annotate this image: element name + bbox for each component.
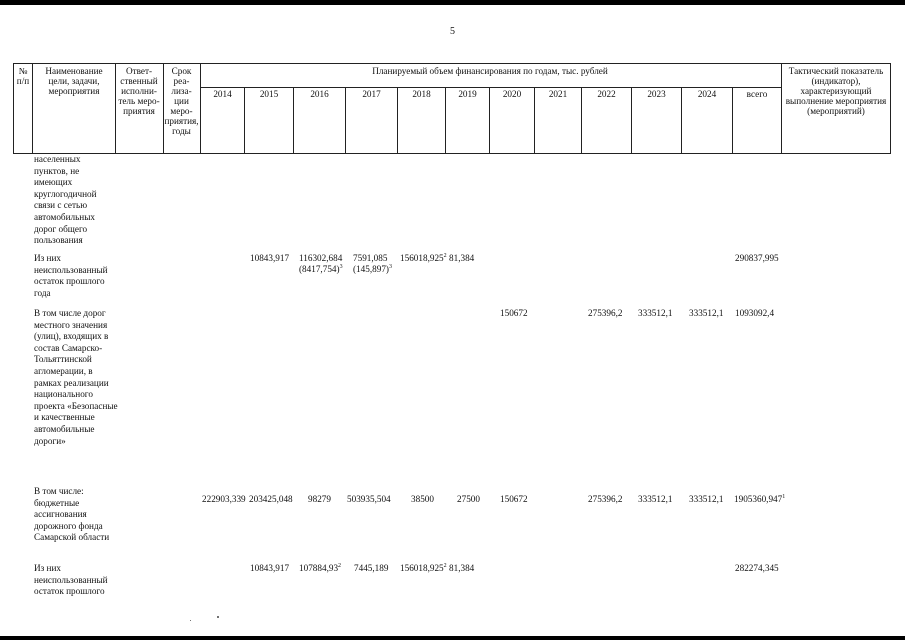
row-name: населенных пунктов, не имеющих круглогодичной связи с сетью автомобильных дорог общего пользования	[34, 154, 97, 246]
value-2020: 150672	[500, 308, 528, 318]
value-2017: 503935,504	[347, 494, 391, 504]
row-name: Из них неиспользованный остаток прошлого	[34, 563, 108, 597]
value-2024: 333512,1	[689, 308, 724, 318]
footnote-mark: 3	[388, 263, 392, 270]
value-2016	[299, 563, 341, 574]
value-2017-sub: (145,897)	[353, 263, 389, 274]
value-2019: 81,384	[449, 563, 475, 573]
value-2019: 27500	[457, 494, 480, 504]
value-2015: 10843,917	[250, 253, 290, 263]
header-responsible: Ответ-ственный исполни-тель меро-приятия	[118, 66, 160, 116]
value-total-main: 1905360,947	[734, 494, 783, 504]
grid-vline	[32, 63, 33, 154]
year-header: всего	[746, 89, 768, 99]
row-name: В том числе дорог местного значения (улиц), входящих в состав Самарско-Тольяттинской агломерации, в рамках реализации национального проекта «Безопасные и качественные автомобильные дороги»	[34, 308, 118, 446]
value-2018-main: 156018,925	[400, 563, 444, 573]
value-2014: 222903,339	[202, 494, 246, 504]
grid-vline	[781, 63, 782, 154]
value-2022: 275396,2	[588, 308, 623, 318]
footnote-mark: 1	[782, 493, 786, 500]
row-name: В том числе: бюджетные ассигнования дорожного фонда Самарской области	[34, 486, 110, 543]
value-2017	[353, 253, 392, 274]
value-2016	[299, 253, 343, 274]
value-2019: 81,384	[449, 253, 475, 263]
value-2015: 203425,048	[249, 494, 293, 504]
value-2017-main: 7591,085	[353, 253, 388, 263]
year-header: 2024	[697, 89, 717, 99]
value-total: 282274,345	[735, 563, 779, 573]
year-header: 2023	[647, 89, 666, 99]
grid-line-years-top	[200, 87, 781, 88]
header-term: Срок реа-лиза-ции меро-приятия, годы	[164, 66, 199, 136]
value-2016-main: 107884,93	[299, 563, 339, 573]
year-header: 2016	[310, 89, 329, 99]
year-header: 2020	[502, 89, 522, 99]
grid-line-top	[13, 63, 891, 64]
header-name: Наименование цели, задачи, мероприятия	[45, 66, 103, 96]
value-total	[734, 494, 785, 505]
value-2018: 38500	[411, 494, 434, 504]
scan-speck	[217, 616, 219, 618]
value-2016-sub: (8417,754)	[299, 263, 340, 274]
year-header: 2018	[412, 89, 431, 99]
value-2018	[400, 563, 447, 574]
year-header: 2015	[259, 89, 279, 99]
year-header: 2022	[597, 89, 616, 99]
year-header: 2017	[362, 89, 381, 99]
year-header: 2019	[458, 89, 477, 99]
header-funding: Планируемый объем финансирования по годам, тыс. рублей	[372, 66, 608, 76]
value-2023: 333512,1	[638, 308, 673, 318]
footnote-mark: 2	[443, 252, 447, 259]
grid-vline	[200, 63, 201, 154]
page-number: 5	[450, 26, 455, 37]
year-header: 2021	[548, 89, 568, 99]
value-2017: 7445,189	[354, 563, 389, 573]
footnote-mark: 3	[339, 263, 343, 270]
grid-vline	[890, 63, 891, 154]
value-2015: 10843,917	[250, 563, 290, 573]
scan-speck	[190, 620, 191, 621]
grid-line-header-bottom	[13, 153, 891, 154]
footnote-mark: 2	[443, 562, 447, 569]
value-2018-main: 156018,925	[400, 253, 444, 263]
value-2023: 333512,1	[638, 494, 673, 504]
value-2022: 275396,2	[588, 494, 623, 504]
value-2024: 333512,1	[689, 494, 724, 504]
value-2016: 98279	[308, 494, 331, 504]
row-name: Из них неиспользованный остаток прошлого года	[34, 253, 108, 298]
value-2020: 150672	[500, 494, 528, 504]
footnote-mark: 2	[338, 562, 342, 569]
value-2016-main: 116302,684	[299, 253, 343, 263]
header-number: № п/п	[16, 66, 30, 86]
value-total: 1093092,4	[735, 308, 775, 318]
year-header: 2014	[213, 89, 232, 99]
header-indicator: Тактический показатель (индикатор), характеризующий выполнение мероприятия (мероприятий)	[785, 66, 887, 116]
value-2018	[400, 253, 447, 264]
value-total: 290837,995	[735, 253, 779, 263]
